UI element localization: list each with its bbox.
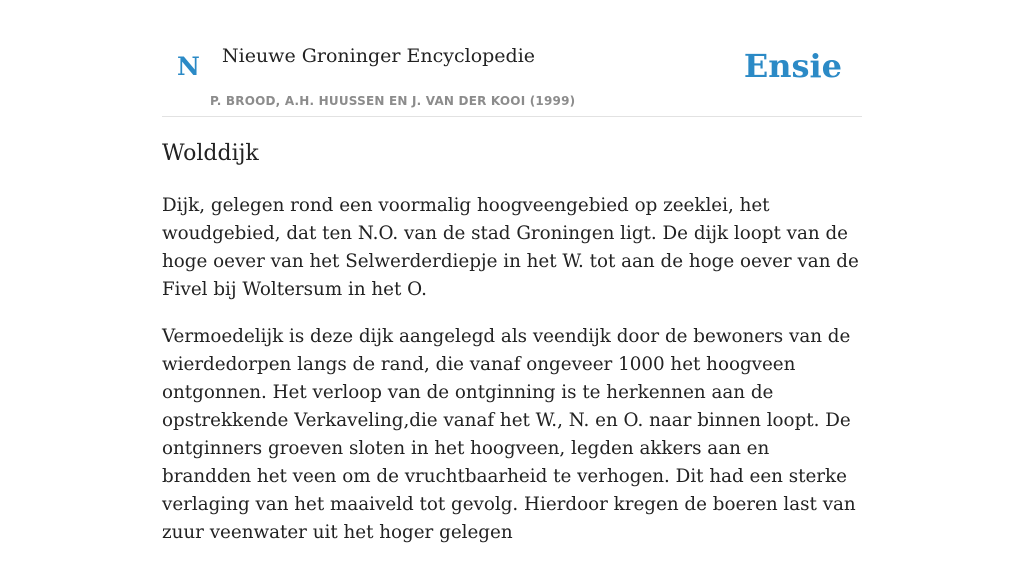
source-header — [162, 0, 862, 117]
ensie-logo-link[interactable]: Ensie — [743, 47, 842, 85]
entry-body — [162, 192, 862, 566]
entry-title: Wolddijk — [162, 141, 259, 166]
page — [162, 0, 862, 543]
entry-paragraph: Dijk, gelegen rond een voormalig hoogveengebied op zeeklei, het woudgebied, dat ten N.O. van de stad Groningen ligt. De dijk loopt van de hoge oever van het Selwerderdiepje in het W. tot aan de hoge oever van de Fivel bij Woltersum in het O. — [162, 195, 859, 300]
entry-paragraph: Vermoedelijk is deze dijk aangelegd als veendijk door de bewoners van de wierdedorpen langs de rand, die vanaf ongeveer 1000 het hoogveen ontgonnen. Het verloop van de ontginning is te herkennen aan de opstrekkende Verkaveling,die vanaf het W., N. en O. naar binnen loopt. De ontginners groeven sloten in het hoogveen, legden akkers aan en brandden het veen om de vruchtbaarheid te verhogen. Dit had een sterke verlaging van het maaiveld tot gevolg. Hierdoor kregen de boeren last van zuur veenwater uit het hoger gelegen — [162, 326, 856, 543]
source-logo[interactable]: N — [177, 52, 200, 81]
source-title[interactable]: Nieuwe Groninger Encyclopedie — [222, 45, 536, 67]
source-authors: P. BROOD, A.H. HUUSSEN EN J. VAN DER KOOI (1999) — [210, 94, 576, 108]
